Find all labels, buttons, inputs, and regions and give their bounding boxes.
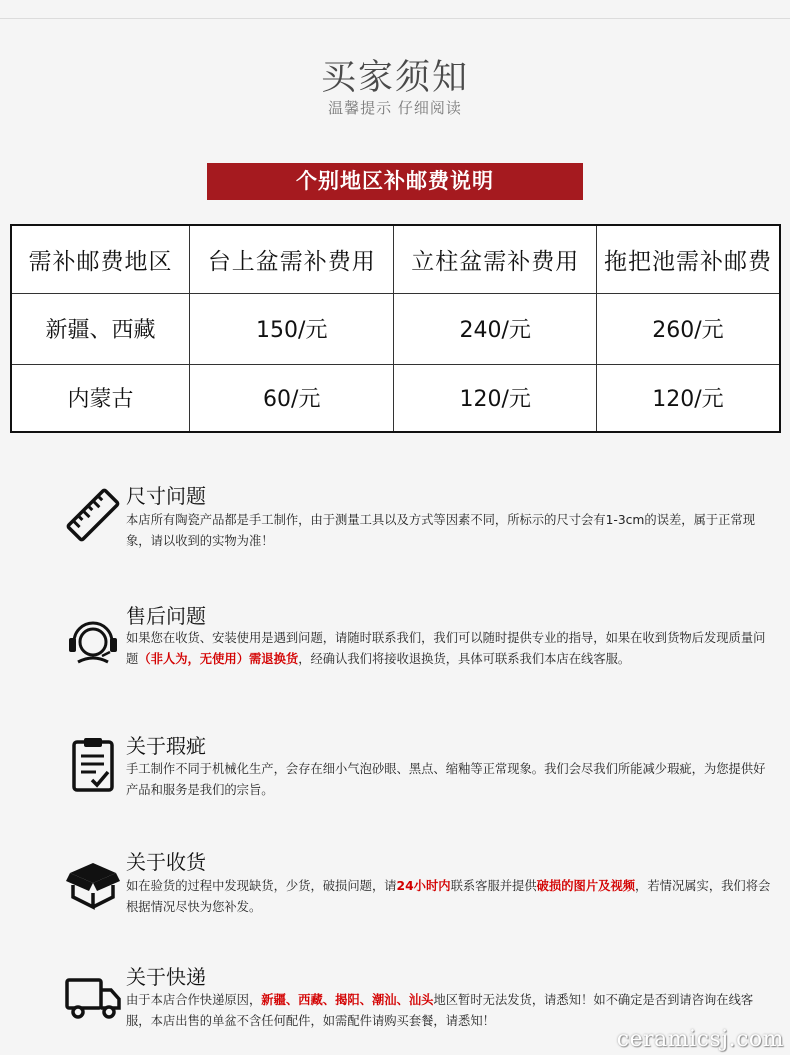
table-header-row — [11, 225, 780, 293]
table-header-cell: 拖把池需补邮费 — [596, 225, 780, 293]
table-cell: 120/元 — [394, 364, 596, 432]
shipping-fee-table — [10, 224, 781, 433]
table-header-cell: 需补邮费地区 — [11, 225, 190, 293]
table-row — [11, 364, 780, 432]
section-title: 关于瑕疵 — [126, 734, 206, 758]
table-cell: 150/元 — [190, 293, 394, 364]
section-title: 尺寸问题 — [126, 484, 206, 508]
table-row — [11, 293, 780, 364]
site-watermark: ceramicsj.com — [616, 1027, 784, 1052]
table-cell: 240/元 — [394, 293, 596, 364]
text-part: 地区暂时无法发货，请悉知！如不确定是否到请咨询在线客服，本店出售的单盆不含任何配件，如需配件请购买套餐，请悉知！ — [126, 993, 754, 1028]
box-icon — [64, 853, 122, 911]
ruler-icon — [64, 486, 122, 544]
table-cell: 内蒙古 — [11, 364, 190, 432]
page-subtitle: 温馨提示 仔细阅读 — [328, 99, 462, 117]
truck-icon — [64, 968, 122, 1026]
top-divider — [0, 18, 790, 19]
clipboard-icon — [64, 736, 122, 794]
text-part: ，经确认我们将接收退换货，具体可联系我们本店在线客服。 — [298, 652, 631, 666]
headset-icon — [64, 612, 122, 670]
highlight-text: 24小时内 — [396, 879, 451, 893]
table-cell: 60/元 — [190, 364, 394, 432]
highlight-text: 新疆、西藏、揭阳、潮汕、汕头 — [261, 993, 434, 1007]
table-header-cell: 立柱盆需补费用 — [394, 225, 596, 293]
section-title: 售后问题 — [126, 604, 206, 628]
text-part: ，若情况属实，我们将会根据情况尽快为您补发。 — [126, 879, 771, 914]
text-part: 联系客服并提供 — [450, 879, 537, 893]
table-header-cell: 台上盆需补费用 — [190, 225, 394, 293]
table-cell: 新疆、西藏 — [11, 293, 190, 364]
text-part: 如果您在收货、安装使用是遇到问题，请随时联系我们，我们可以随时提供专业的指导，如果在收到货物后发现质量问题 — [126, 631, 766, 666]
table-cell: 120/元 — [596, 364, 780, 432]
shipping-fee-banner: 个别地区补邮费说明 — [207, 163, 583, 200]
section-text — [126, 628, 776, 670]
section-text — [126, 876, 776, 918]
section-title: 关于收货 — [126, 850, 206, 874]
section-text — [126, 990, 776, 1032]
section-title: 关于快递 — [126, 965, 206, 989]
highlight-text: （非人为，无使用）需退换货 — [138, 652, 299, 666]
section-text: 本店所有陶瓷产品都是手工制作，由于测量工具以及方式等因素不同，所标示的尺寸会有1-3cm的误差，属于正常现象，请以收到的实物为准！ — [126, 513, 756, 548]
table-cell: 260/元 — [596, 293, 780, 364]
page-title: 买家须知 — [320, 58, 469, 98]
highlight-text: 破损的图片及视频 — [536, 879, 636, 893]
section-text: 手工制作不同于机械化生产，会存在细小气泡砂眼、黑点、缩釉等正常现象。我们会尽我们所能减少瑕疵，为您提供好产品和服务是我们的宗旨。 — [126, 762, 766, 797]
text-part: 如在验货的过程中发现缺货，少货，破损问题，请 — [126, 879, 397, 893]
text-part: 由于本店合作快递原因， — [126, 993, 262, 1007]
